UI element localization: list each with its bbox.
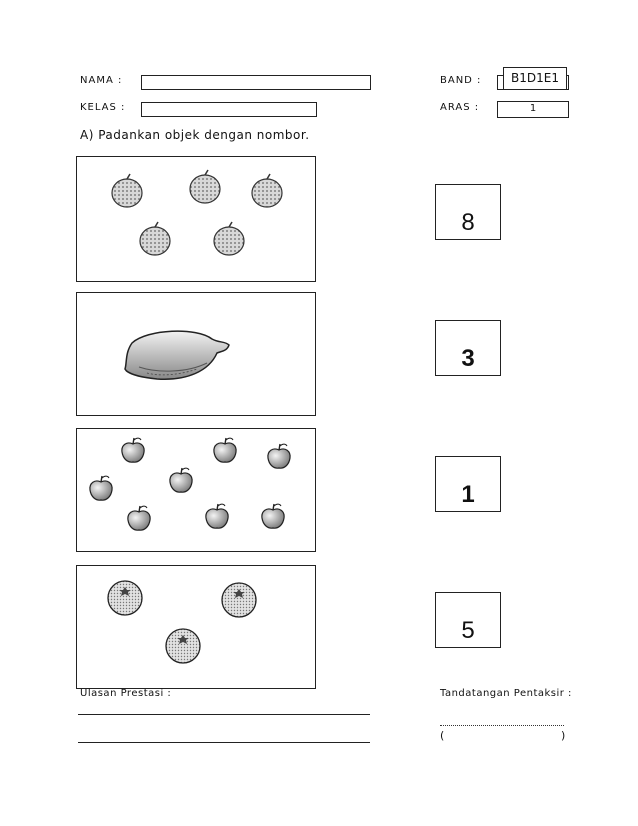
apple-icon — [170, 468, 192, 492]
apple-icon — [262, 504, 284, 528]
papaya-image — [77, 293, 315, 415]
papaya-icon — [125, 331, 229, 379]
signature-line[interactable] — [440, 725, 564, 726]
signature-label: Tandatangan Pentaksir : — [440, 688, 572, 699]
comment-line-2[interactable] — [78, 742, 370, 743]
orange-icon — [108, 581, 142, 615]
fruit-cluster-icon — [252, 174, 282, 207]
paren-close: ) — [561, 729, 566, 742]
comment-line-1[interactable] — [78, 714, 370, 715]
kelas-field[interactable] — [141, 102, 317, 117]
object-box-apples[interactable] — [76, 428, 316, 552]
object-box-fruit-cluster[interactable] — [76, 156, 316, 282]
orange-icon — [166, 629, 200, 663]
number-box-5[interactable]: 5 — [435, 592, 501, 648]
kelas-label: KELAS : — [80, 102, 126, 113]
number-box-3[interactable]: 3 — [435, 320, 501, 376]
apple-icon — [90, 476, 112, 500]
apple-icon — [206, 504, 228, 528]
number-box-8[interactable]: 8 — [435, 184, 501, 240]
apple-icon — [128, 506, 150, 530]
aras-label: ARAS : — [440, 102, 480, 113]
nama-field[interactable] — [141, 75, 371, 90]
apple-icon — [122, 438, 144, 462]
comment-label: Ulasan Prestasi : — [80, 688, 172, 699]
orange-icon — [222, 583, 256, 617]
apple-icon — [214, 438, 236, 462]
paren-open: ( — [440, 729, 445, 742]
band-value: B1D1E1 — [503, 67, 567, 90]
object-box-oranges[interactable] — [76, 565, 316, 689]
oranges-image — [77, 566, 315, 688]
band-label: BAND : — [440, 75, 482, 86]
object-box-papaya[interactable] — [76, 292, 316, 416]
fruit-cluster-icon — [190, 170, 220, 203]
fruit-cluster-image — [77, 157, 315, 281]
apple-icon — [268, 444, 290, 468]
fruit-cluster-icon — [140, 222, 170, 255]
fruit-cluster-icon — [112, 174, 142, 207]
apples-image — [77, 429, 315, 551]
nama-label: NAMA : — [80, 75, 123, 86]
fruit-cluster-icon — [214, 222, 244, 255]
number-box-1[interactable]: 1 — [435, 456, 501, 512]
instruction-text: A) Padankan objek dengan nombor. — [80, 128, 310, 142]
aras-value: 1 — [497, 101, 569, 118]
